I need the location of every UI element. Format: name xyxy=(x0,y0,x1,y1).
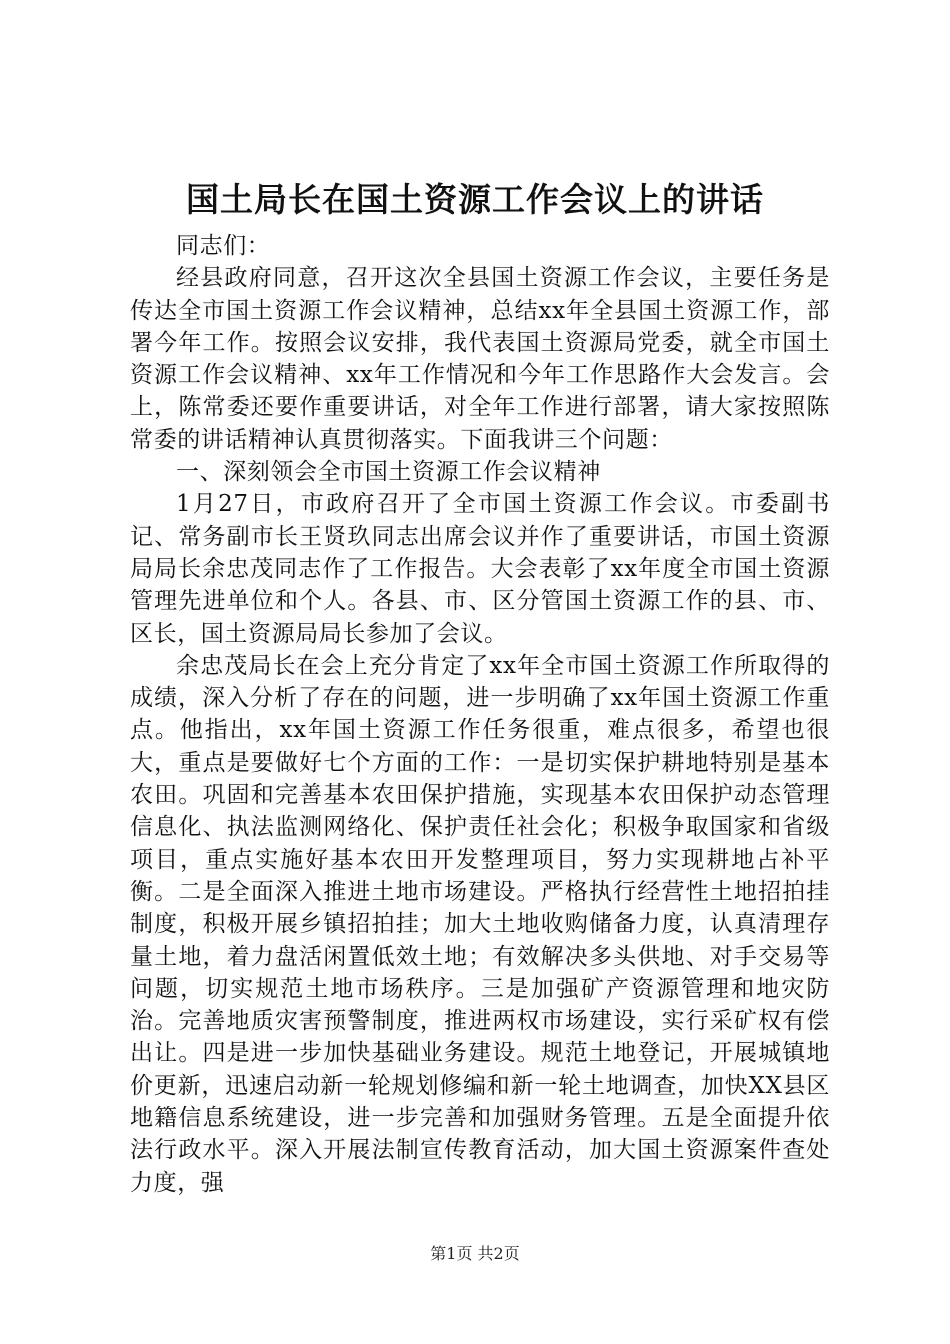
document-body xyxy=(130,230,830,1199)
page-number: 第1页 共2页 xyxy=(430,1244,520,1263)
section-heading: 一、深刻领会全市国土资源工作会议精神 xyxy=(176,459,601,486)
paragraph-key-points: 余忠茂局长在会上充分肯定了xx年全市国土资源工作所取得的成绩，深入分析了存在的问题，进一步明确了xx年国土资源工作重点。他指出，xx年国土资源工作任务很重，难点很多，希望也很大，重点是要做好七个方面的工作：一是切实保护耕地特别是基本农田。巩固和完善基本农田保护措施，实现基本农田保护动态管理信息化、执法监测网络化、保护责任社会化；积极争取国家和省级项目，重点实施好基本农田开发整理项目，努力实现耕地占补平衡。二是全面深入推进土地市场建设。严格执行经营性土地招拍挂制度，积极开展乡镇招拍挂；加大土地收购储备力度，认真清理存量土地，着力盘活闲置低效土地；有效解决多头供地、对手交易等问题，切实规范土地市场秩序。三是加强矿产资源管理和地灾防治。完善地质灾害预警制度，推进两权市场建设，实行采矿权有偿出让。四是进一步加快基础业务建设。规范土地登记，开展城镇地价更新，迅速启动新一轮规划修编和新一轮土地调查，加快XX县区地籍信息系统建设，进一步完善和加强财务管理。五是全面提升依法行政水平。深入开展法制宣传教育活动，加大国土资源案件查处力度，强 xyxy=(130,652,830,1196)
paragraph-intro: 经县政府同意，召开这次全县国土资源工作会议，主要任务是传达全市国土资源工作会议精神，总结xx年全县国土资源工作，部署今年工作。按照会议安排，我代表国土资源局党委，就全市国土资源工作会议精神、xx年工作情况和今年工作思路作大会发言。会上，陈常委还要作重要讲话，对全年工作进行部署，请大家按照陈常委的讲话精神认真贯彻落实。下面我讲三个问题： xyxy=(130,265,830,453)
paragraph-meeting: 1月27日，市政府召开了全市国土资源工作会议。市委副书记、常务副市长王贤玖同志出席会议并作了重要讲话，市国土资源局局长余忠茂同志作了工作报告。大会表彰了xx年度全市国土资源管理先进单位和个人。各县、市、区分管国土资源工作的县、市、区长，国土资源局局长参加了会议。 xyxy=(130,491,830,647)
document-title: 国土局长在国土资源工作会议上的讲话 xyxy=(186,180,764,219)
salutation: 同志们： xyxy=(176,233,271,259)
